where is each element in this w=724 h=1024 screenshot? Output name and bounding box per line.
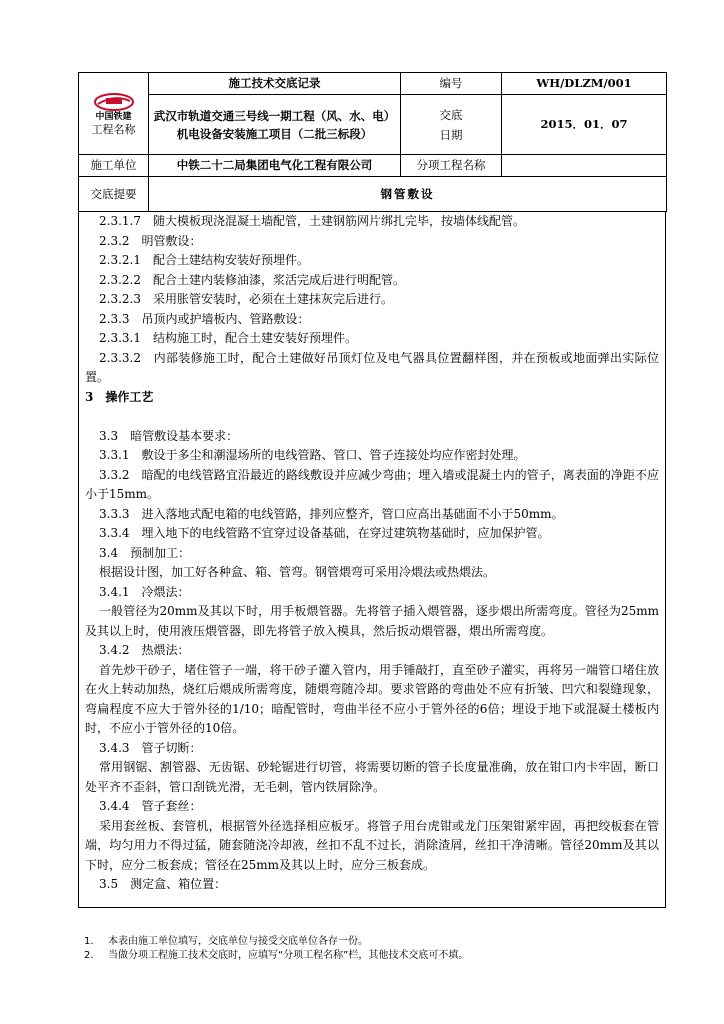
body-paragraph: 3.3.3 进入落地式配电箱的电线管路，排列应整齐，管口应高出基础面不小于50mm。 (99, 506, 564, 521)
footnote-text: 当做分项工程施工技术交底时，应填写“分项工程名称”栏，其他技术交底可不填。 (108, 950, 469, 961)
project-name: 武汉市轨道交通三号线一期工程（风、水、电）机电设备安装施工项目（二批三标段） (149, 95, 401, 155)
serial-label: 编号 (401, 73, 502, 95)
body-paragraph: 2.3.3 吊顶内或护墙板内、管路敷设： (99, 311, 310, 326)
body-paragraph: 根据设计图，加工好各种盒、箱、管弯。钢管煨弯可采用冷煨法或热煨法。 (99, 565, 496, 579)
body-paragraph: 3.5 测定盒、箱位置： (99, 877, 227, 891)
body-paragraph: 3.4.4 管子套丝： (99, 799, 202, 813)
project-label: 工程名称 (91, 123, 136, 136)
date-label-line2: 日期 (439, 127, 463, 142)
footnote-number: 2. (84, 950, 94, 961)
body-paragraph: 2.3.3.2 内部装修施工时，配合土建做好吊顶灯位及电气器具位置翻样图，并在预板或地面弹出实际位置。 (85, 350, 659, 384)
disclosure-form (78, 72, 666, 908)
unit-value: 中铁二十二局集团电气化工程有限公司 (149, 155, 401, 177)
body-paragraph: 3.3.2 暗配的电线管路宜沿最近的路线敷设并应减少弯曲；埋入墙或混凝土内的管子，离表面的净距不应小于15mm。 (85, 467, 659, 501)
footnote-number: 1. (84, 936, 94, 947)
subproject-value (502, 155, 667, 177)
date-label-line1: 交底 (439, 107, 463, 122)
date-label (401, 95, 502, 155)
body-paragraph: 3.3 暗管敷设基本要求： (99, 428, 239, 443)
footnote (84, 935, 684, 949)
body-paragraph (85, 407, 659, 427)
footnote-text: 本表由施工单位填写，交底单位与接受交底单位各存一份。 (108, 936, 368, 947)
date-value: 2015．01．07 (502, 95, 667, 155)
body-paragraph: 3.4.3 管子切断： (99, 740, 202, 755)
company-logo-icon (92, 92, 136, 112)
org-name: 中国铁建 (95, 112, 132, 122)
body-paragraph: 3.3.4 埋入地下的电线管路不宜穿过设备基础，在穿过建筑物基础时，应加保护管。 (99, 526, 550, 540)
body-paragraph: 2.3.2.3 采用胀管安装时，必须在土建抹灰完后进行。 (99, 292, 393, 306)
logo-cell (79, 73, 149, 155)
unit-label: 施工单位 (79, 155, 149, 177)
body-paragraph: 2.3.1.7 随大模板现浇混凝土墙配管，土建钢筋网片绑扎完毕，按墙体线配管。 (99, 214, 525, 228)
disclosure-body (78, 212, 666, 908)
body-paragraph: 3.3.1 敷设于多尘和潮湿场所的电线管路、管口、管子连接处均应作密封处理。 (99, 448, 526, 462)
serial-value: WH/DLZM/001 (502, 73, 667, 95)
summary-title: 钢管敷设 (149, 177, 667, 212)
body-paragraph: 3.4 预制加工： (99, 545, 191, 560)
body-paragraph: 2.3.3.1 结构施工时，配合土建安装好预埋件。 (99, 331, 357, 345)
body-paragraph: 3.4.2 热煨法： (99, 643, 190, 657)
summary-label: 交底提要 (79, 177, 149, 212)
footnote (84, 949, 684, 963)
section-heading: 3 操作工艺 (85, 389, 154, 404)
body-paragraph: 常用钢锯、割管器、无齿锯、砂轮锯进行切管，将需要切断的管子长度量准确，放在钳口内卡牢固，断口处平齐不歪斜，管口刮铣光滑，无毛刺，管内铁屑除净。 (85, 760, 659, 794)
body-paragraph: 首先炒干砂子，堵住管子一端，将干砂子灌入管内，用手锤敲打，直至砂子灌实，再将另一端管口堵住放在火上转动加热，烧红后煨成所需弯度，随煨弯随冷却。要求管路的弯曲处不应有折皱、凹穴和裂缝现象，弯扁程度不应大于管外径的1/10；暗配管时，弯曲半径不应小于管外径的6倍；埋设于地下或混凝土楼板内时，不应小于管外径的10倍。 (85, 662, 659, 735)
doc-title: 施工技术交底记录 (149, 73, 401, 95)
subproject-label: 分项工程名称 (401, 155, 502, 177)
footnotes (84, 935, 684, 963)
body-paragraph: 2.3.2.1 配合土建结构安装好预埋件。 (99, 253, 309, 267)
body-paragraph: 2.3.2 明管敷设： (99, 233, 202, 248)
body-paragraph: 采用套丝板、套管机，根据管外径选择相应板牙。将管子用台虎钳或龙门压架钳紧牢固，再把绞板套在管端，均匀用力不得过猛，随套随浇冷却液，丝扣不乱不过长，消除渣屑，丝扣干净清晰。管径20mm及其以下时，应分二板套成；管径在25mm及其以上时，应分三板套成。 (85, 818, 659, 872)
body-paragraph: 一般管径为20mm及其以下时，用手板煨管器。先将管子插入煨管器，逐步煨出所需弯度。管径为25mm及其以上时，使用液压煨管器，即先将管子放入模具，然后扳动煨管器，煨出所需弯度。 (85, 604, 659, 638)
header-table (78, 72, 667, 212)
body-paragraph: 3.4.1 冷煨法： (99, 584, 190, 599)
body-paragraph: 2.3.2.2 配合土建内装修油漆，浆活完成后进行明配管。 (99, 272, 405, 287)
